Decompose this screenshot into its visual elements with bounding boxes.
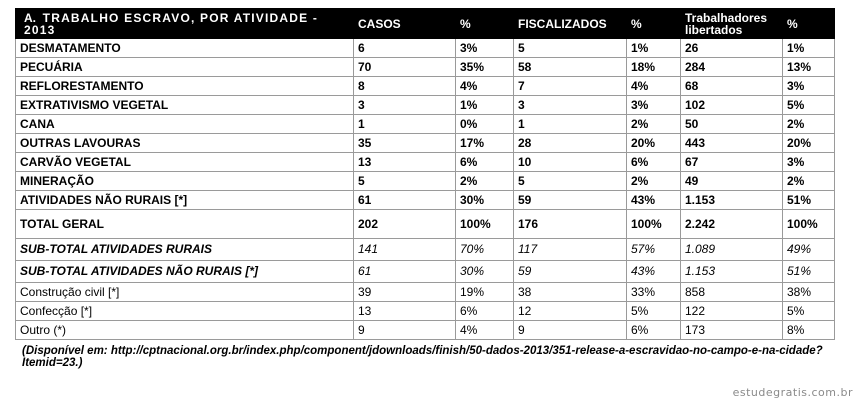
header-fiscalizados: FISCALIZADOS: [514, 9, 627, 39]
cell-pct-casos: 30%: [456, 191, 514, 210]
cell-fiscalizados: 58: [514, 58, 627, 77]
cell-casos: 1: [354, 115, 456, 134]
cell-pct-trabalhadores: 38%: [783, 283, 835, 302]
title-text: TRABALHO ESCRAVO, POR ATIVIDADE - 2013: [24, 10, 319, 37]
cell-trabalhadores: 49: [681, 172, 783, 191]
cell-pct-fiscalizados: 33%: [627, 283, 681, 302]
cell-trabalhadores: 1.153: [681, 261, 783, 283]
cell-pct-trabalhadores: 5%: [783, 96, 835, 115]
table-title: [16, 9, 354, 39]
cell-pct-trabalhadores: 1%: [783, 39, 835, 58]
table-row: [16, 134, 835, 153]
header-row: [16, 9, 835, 39]
cell-pct-casos: 1%: [456, 96, 514, 115]
row-label: MINERAÇÃO: [16, 172, 354, 191]
row-label: CARVÃO VEGETAL: [16, 153, 354, 172]
cell-casos: 35: [354, 134, 456, 153]
table-row: [16, 39, 835, 58]
row-label: Construção civil [*]: [16, 283, 354, 302]
cell-pct-trabalhadores: 2%: [783, 172, 835, 191]
cell-fiscalizados: 9: [514, 321, 627, 340]
cell-pct-fiscalizados: 3%: [627, 96, 681, 115]
cell-pct-casos: 100%: [456, 210, 514, 239]
row-label: DESMATAMENTO: [16, 39, 354, 58]
cell-trabalhadores: 2.242: [681, 210, 783, 239]
cell-fiscalizados: 5: [514, 39, 627, 58]
row-label: TOTAL GERAL: [16, 210, 354, 239]
cell-pct-fiscalizados: 20%: [627, 134, 681, 153]
cell-fiscalizados: 5: [514, 172, 627, 191]
cell-fiscalizados: 38: [514, 283, 627, 302]
cell-trabalhadores: 284: [681, 58, 783, 77]
table-row: [16, 77, 835, 96]
cell-casos: 3: [354, 96, 456, 115]
cell-pct-casos: 70%: [456, 239, 514, 261]
cell-fiscalizados: 7: [514, 77, 627, 96]
cell-pct-casos: 4%: [456, 321, 514, 340]
cell-trabalhadores: 67: [681, 153, 783, 172]
cell-pct-trabalhadores: 20%: [783, 134, 835, 153]
cell-fiscalizados: 117: [514, 239, 627, 261]
detail-row: [16, 283, 835, 302]
cell-casos: 202: [354, 210, 456, 239]
cell-trabalhadores: 26: [681, 39, 783, 58]
header-pct-fiscalizados: %: [627, 9, 681, 39]
header-pct-casos: %: [456, 9, 514, 39]
cell-pct-fiscalizados: 43%: [627, 261, 681, 283]
cell-pct-trabalhadores: 49%: [783, 239, 835, 261]
table-row: [16, 58, 835, 77]
row-label: REFLORESTAMENTO: [16, 77, 354, 96]
cell-pct-trabalhadores: 100%: [783, 210, 835, 239]
cell-trabalhadores: 50: [681, 115, 783, 134]
cell-pct-trabalhadores: 8%: [783, 321, 835, 340]
total-row: [16, 210, 835, 239]
cell-pct-fiscalizados: 4%: [627, 77, 681, 96]
row-label: SUB-TOTAL ATIVIDADES NÃO RURAIS [*]: [16, 261, 354, 283]
row-label: SUB-TOTAL ATIVIDADES RURAIS: [16, 239, 354, 261]
cell-fiscalizados: 12: [514, 302, 627, 321]
cell-casos: 70: [354, 58, 456, 77]
cell-pct-fiscalizados: 6%: [627, 321, 681, 340]
row-label: PECUÁRIA: [16, 58, 354, 77]
cell-pct-trabalhadores: 51%: [783, 261, 835, 283]
cell-pct-trabalhadores: 3%: [783, 153, 835, 172]
header-trabalhadores: Trabalhadores libertados: [681, 9, 783, 39]
cell-trabalhadores: 443: [681, 134, 783, 153]
cell-pct-casos: 2%: [456, 172, 514, 191]
header-casos: CASOS: [354, 9, 456, 39]
watermark: estudegratis.com.br: [732, 386, 853, 399]
cell-trabalhadores: 858: [681, 283, 783, 302]
cell-pct-casos: 3%: [456, 39, 514, 58]
cell-pct-fiscalizados: 6%: [627, 153, 681, 172]
detail-row: [16, 321, 835, 340]
cell-pct-casos: 0%: [456, 115, 514, 134]
table-row: [16, 172, 835, 191]
title-prefix: A.: [24, 10, 36, 25]
table-row: [16, 153, 835, 172]
cell-pct-fiscalizados: 43%: [627, 191, 681, 210]
cell-fiscalizados: 28: [514, 134, 627, 153]
cell-pct-fiscalizados: 57%: [627, 239, 681, 261]
cell-fiscalizados: 10: [514, 153, 627, 172]
cell-casos: 61: [354, 191, 456, 210]
cell-fiscalizados: 3: [514, 96, 627, 115]
slave-labor-table: [15, 8, 835, 340]
cell-fiscalizados: 1: [514, 115, 627, 134]
cell-trabalhadores: 102: [681, 96, 783, 115]
cell-pct-trabalhadores: 51%: [783, 191, 835, 210]
cell-pct-casos: 4%: [456, 77, 514, 96]
cell-pct-casos: 6%: [456, 153, 514, 172]
row-label: Confecção [*]: [16, 302, 354, 321]
cell-casos: 13: [354, 153, 456, 172]
cell-pct-casos: 6%: [456, 302, 514, 321]
cell-fiscalizados: 176: [514, 210, 627, 239]
source-note: (Disponível em: http://cptnacional.org.br/index.php/component/jdownloads/finish/50-dados-2013/351-release-a-escravidao-no-campo-e-na-cidade?Itemid=23.): [22, 345, 823, 369]
cell-casos: 39: [354, 283, 456, 302]
cell-trabalhadores: 68: [681, 77, 783, 96]
row-label: Outro (*): [16, 321, 354, 340]
cell-pct-trabalhadores: 3%: [783, 77, 835, 96]
cell-fiscalizados: 59: [514, 191, 627, 210]
cell-casos: 9: [354, 321, 456, 340]
row-label: ATIVIDADES NÃO RURAIS [*]: [16, 191, 354, 210]
cell-casos: 61: [354, 261, 456, 283]
cell-pct-casos: 30%: [456, 261, 514, 283]
table-row: [16, 191, 835, 210]
cell-pct-fiscalizados: 1%: [627, 39, 681, 58]
subtotal-row: [16, 239, 835, 261]
cell-pct-casos: 19%: [456, 283, 514, 302]
cell-pct-fiscalizados: 2%: [627, 115, 681, 134]
cell-casos: 6: [354, 39, 456, 58]
cell-casos: 141: [354, 239, 456, 261]
row-label: CANA: [16, 115, 354, 134]
subtotal-row: [16, 261, 835, 283]
cell-trabalhadores: 173: [681, 321, 783, 340]
cell-pct-casos: 17%: [456, 134, 514, 153]
table-row: [16, 115, 835, 134]
header-pct-trabalhadores: %: [783, 9, 835, 39]
detail-row: [16, 302, 835, 321]
cell-trabalhadores: 1.153: [681, 191, 783, 210]
table-row: [16, 96, 835, 115]
cell-trabalhadores: 122: [681, 302, 783, 321]
cell-pct-fiscalizados: 5%: [627, 302, 681, 321]
row-label: EXTRATIVISMO VEGETAL: [16, 96, 354, 115]
cell-casos: 13: [354, 302, 456, 321]
cell-pct-fiscalizados: 2%: [627, 172, 681, 191]
cell-pct-fiscalizados: 100%: [627, 210, 681, 239]
cell-pct-casos: 35%: [456, 58, 514, 77]
cell-pct-trabalhadores: 5%: [783, 302, 835, 321]
cell-trabalhadores: 1.089: [681, 239, 783, 261]
cell-fiscalizados: 59: [514, 261, 627, 283]
cell-casos: 5: [354, 172, 456, 191]
row-label: OUTRAS LAVOURAS: [16, 134, 354, 153]
cell-casos: 8: [354, 77, 456, 96]
cell-pct-trabalhadores: 2%: [783, 115, 835, 134]
cell-pct-trabalhadores: 13%: [783, 58, 835, 77]
cell-pct-fiscalizados: 18%: [627, 58, 681, 77]
